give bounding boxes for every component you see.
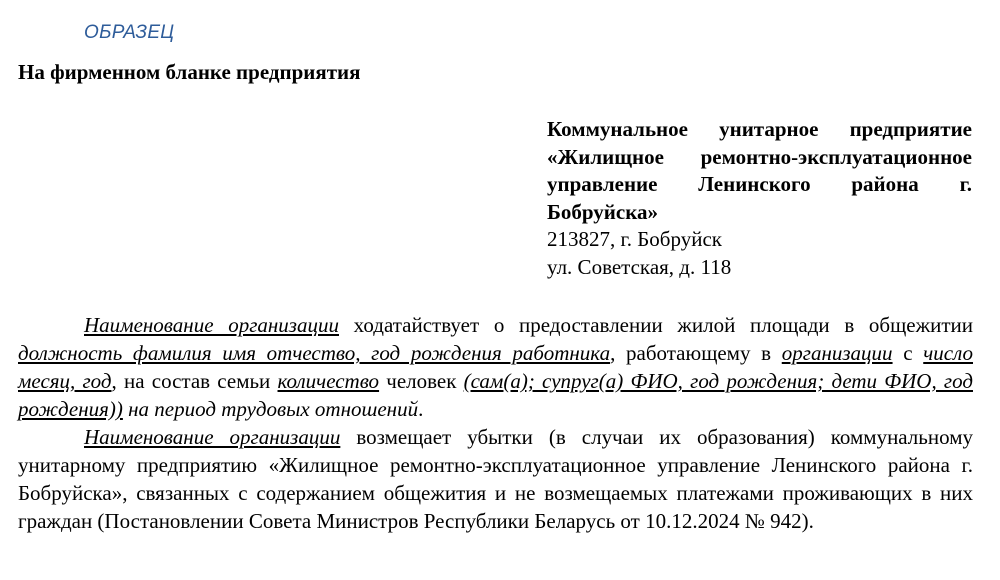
text-fragment: человек	[379, 369, 464, 393]
placeholder-employee-details: должность фамилия имя отчество, год рождения работника	[18, 341, 611, 365]
text-fragment: возмещает убытки (в случаи их образования) коммунальному унитарному предприятию «Жилищное ремонтно-эксплуатационное управление Ленинского района г. Бобруйска», связанных с содержанием общежития и не возмещаемых платежами проживающих в них граждан (Постановлении Совета Министров Республики Беларусь от 10.12.2024 № 942).	[18, 425, 973, 533]
text-fragment: .	[418, 397, 424, 421]
paragraph-petition	[18, 311, 973, 423]
addressee-postal-line: 213827, г. Бобруйск	[547, 227, 722, 251]
letter-body	[18, 311, 973, 535]
text-fragment: , работающему в	[610, 341, 782, 365]
text-fragment: с	[892, 341, 924, 365]
placeholder-organization-name: Наименование организации	[84, 313, 339, 337]
addressee-street-line: ул. Советская, д. 118	[547, 254, 732, 279]
addressee-organization: Коммунальное унитарное предприятие «Жилищное ремонтно-эксплуатационное управление Ленинского района г. Бобруйска»	[547, 117, 972, 224]
placeholder-family-count: количество	[277, 369, 380, 393]
letterhead-note: На фирменном бланке предприятия	[18, 60, 361, 84]
text-fragment: ходатайствует о предоставлении жилой площади в общежитии	[339, 313, 973, 337]
sample-watermark-label: ОБРАЗЕЦ	[84, 22, 175, 43]
placeholder-date: число месяц, год	[18, 341, 973, 393]
addressee-block	[547, 116, 972, 281]
text-fragment-italic: на период трудовых отношений	[122, 397, 419, 421]
paragraph-compensation	[18, 423, 973, 535]
placeholder-organization-name: Наименование организации	[84, 425, 341, 449]
placeholder-family-members: (сам(а); супруг(а) ФИО, год рождения; дети ФИО, год рождения))	[18, 369, 973, 421]
text-fragment: , на состав семьи	[111, 369, 278, 393]
placeholder-organization: организации	[781, 341, 893, 365]
